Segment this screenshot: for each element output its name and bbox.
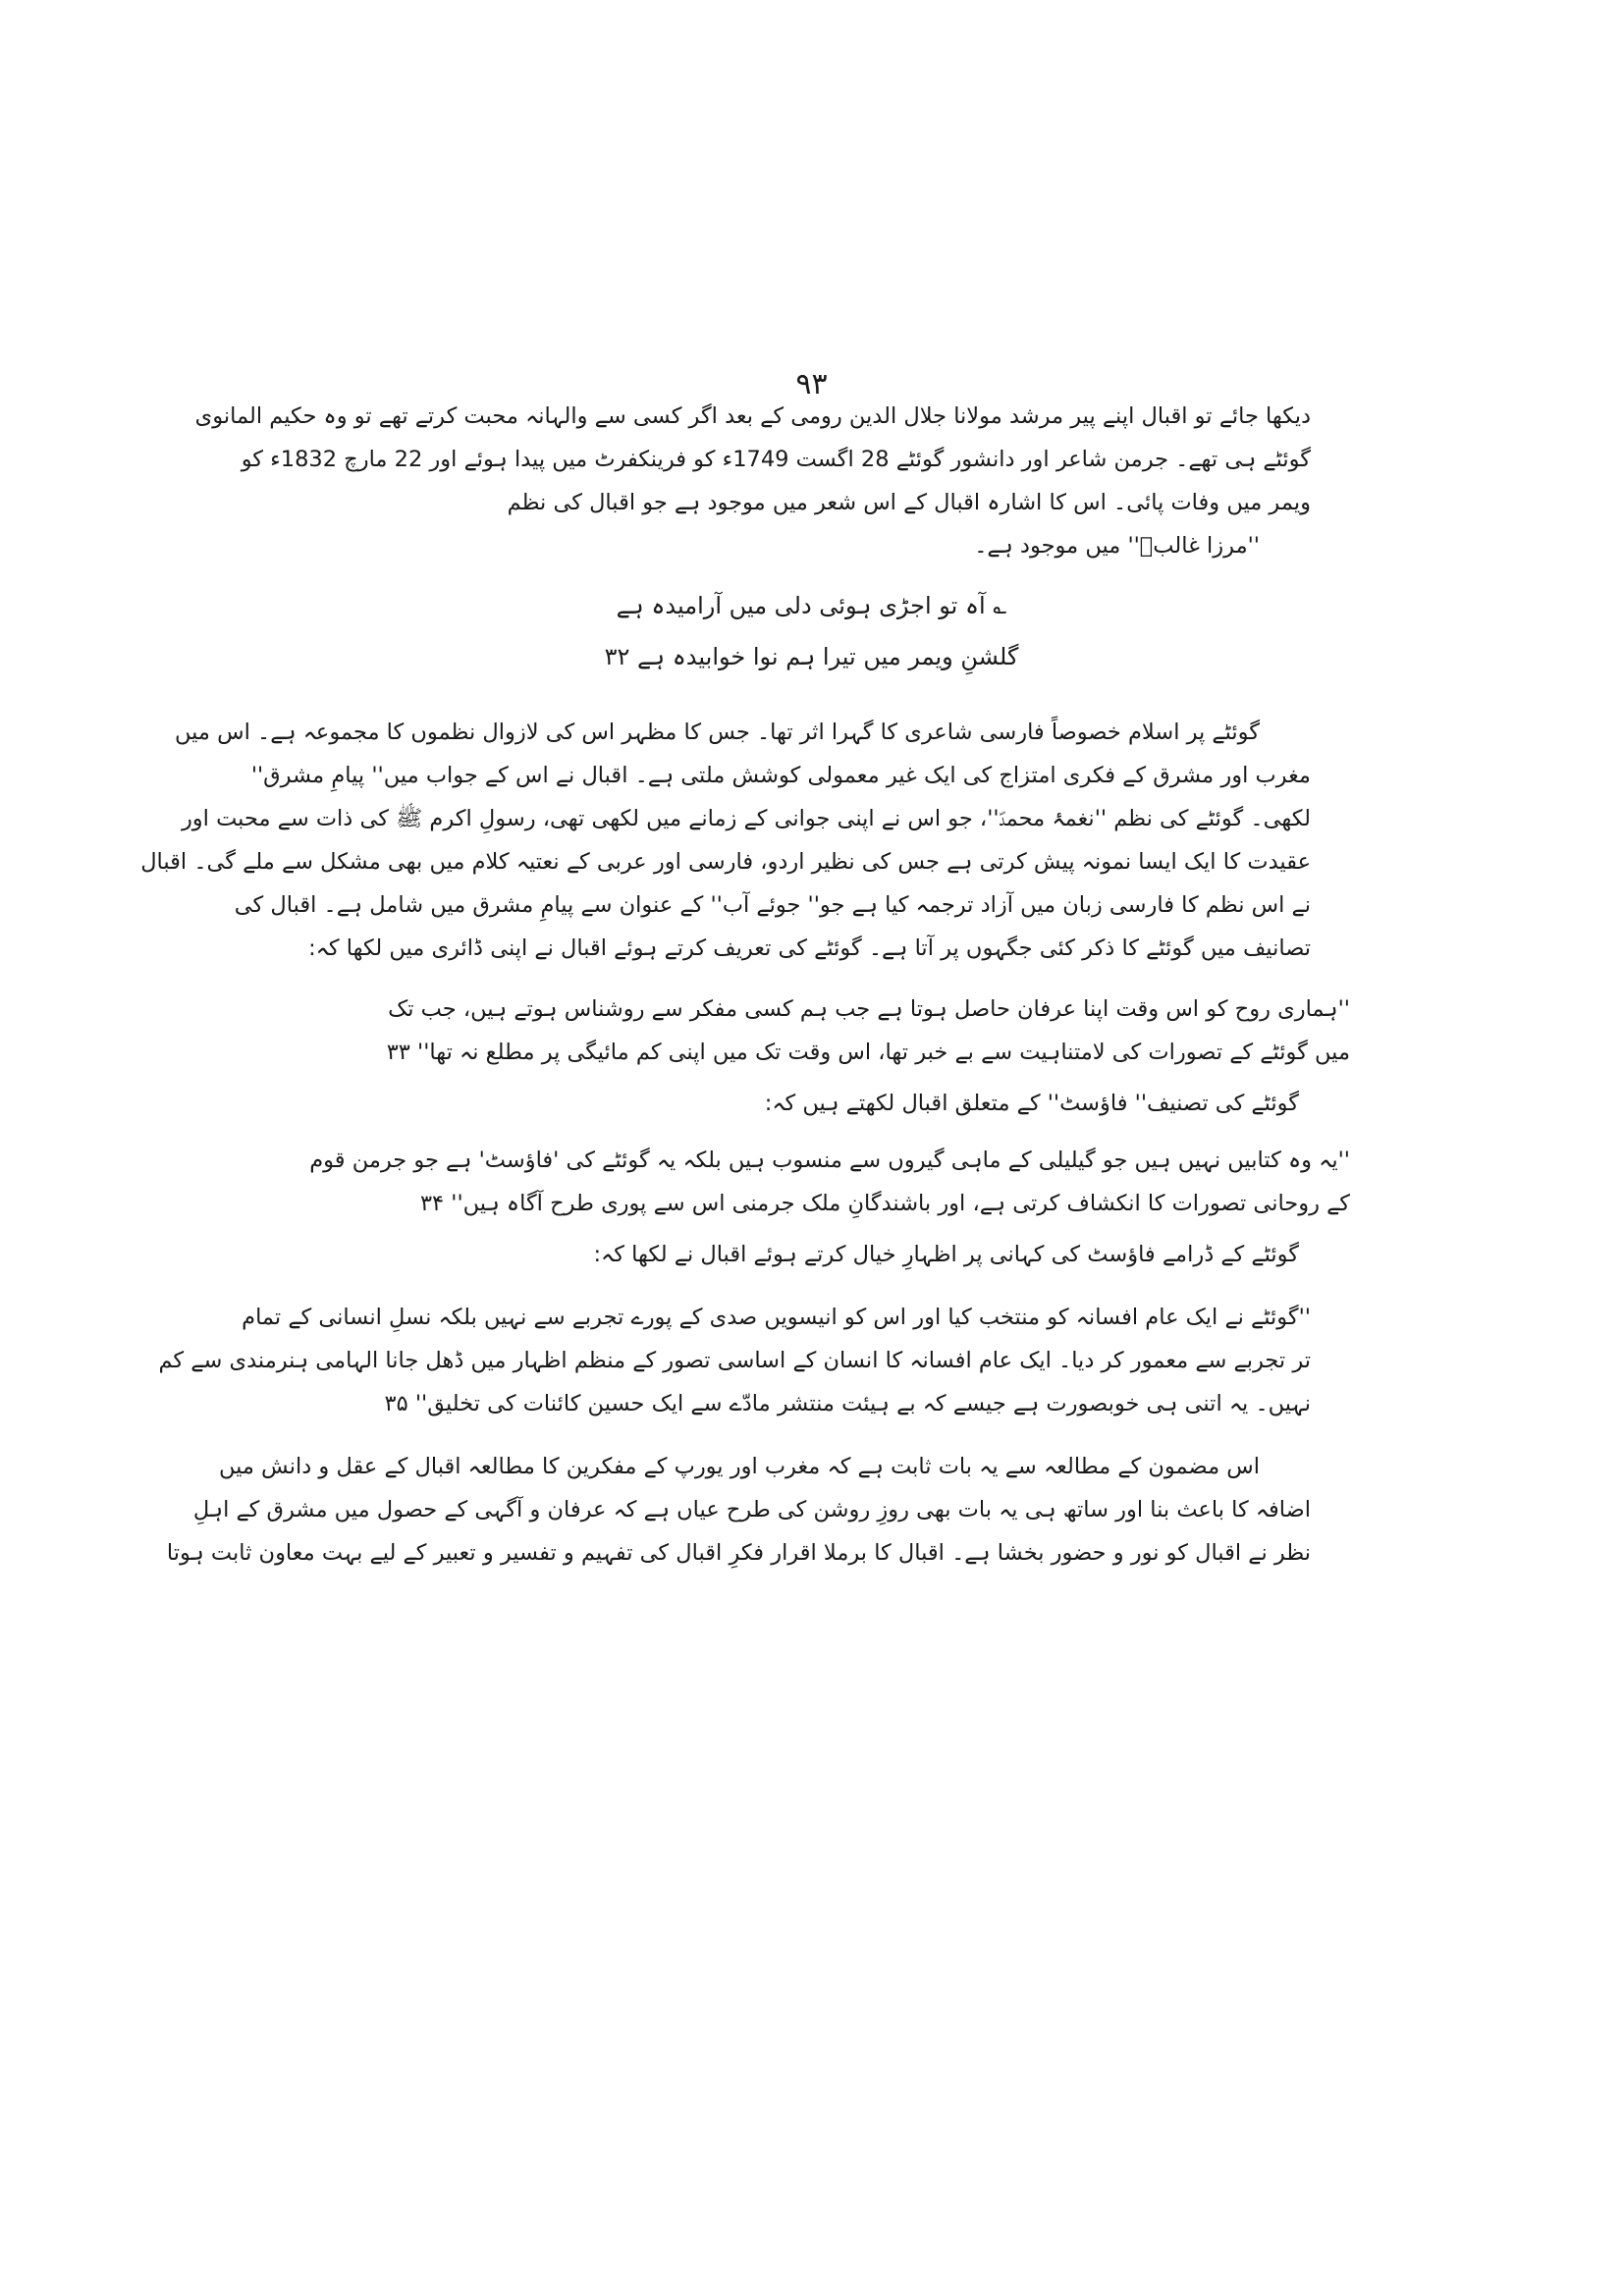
paragraph-3 xyxy=(166,1451,1311,1580)
paragraph-line: تصانیف میں گوئٹے کا ذکر کئی جگہوں پر آتا ہے۔ گوئٹے کی تعریف کرتے ہوئے اقبال نے اپنی ڈائری میں لکھا کہ: xyxy=(308,935,1311,961)
couplet-line-1: ؎ آہ تو اجڑی ہوئی دلی میں آرامیدہ ہے xyxy=(616,592,1007,619)
paragraph-line: ویمر میں وفات پائی۔ اس کا اشارہ اقبال کے اس شعر میں موجود ہے جو اقبال کی نظم xyxy=(507,490,1311,515)
block-quote-3-tail xyxy=(314,1388,1311,1431)
paragraph-line: نے اس نظم کا فارسی زبان میں آزاد ترجمہ کیا ہے جو'' جوئے آب'' کے عنوان سے پیامِ مشرق میں شامل ہے۔ اقبال کی xyxy=(234,892,1311,918)
paragraph-line: مغرب اور مشرق کے فکری امتزاج کی ایک غیر معمولی کوشش ملتی ہے۔ اقبال نے اس کے جواب میں'' پیامِ مشرق'' xyxy=(250,763,1311,788)
paragraph-line: اس مضمون کے مطالعہ سے یہ بات ثابت ہے کہ مغرب اور یورپ کے مفکرین کا مطالعہ اقبال کے عقل و دانش میں xyxy=(218,1454,1260,1479)
quote-intro-3 xyxy=(314,1239,1409,1282)
quote-intro-2 xyxy=(314,1088,1409,1131)
paragraph-2-tail xyxy=(308,933,1311,976)
intro-line: گوئٹے کے ڈرامے فاؤسٹ کی کہانی پر اظہارِ خیال کرتے ہوئے اقبال نے لکھا کہ: xyxy=(593,1242,1299,1267)
paragraph-line: دیکھا جائے تو اقبال اپنے پیر مرشد مولانا جلال الدین رومی کے بعد اگر کسی سے والہانہ محبت کرتے تھے تو وہ حکیم المانوی xyxy=(194,403,1311,429)
quote-line: ''ہماری روح کو اس وقت اپنا عرفان حاصل ہوتا ہے جب ہم کسی مفکر سے روشناس ہوتے ہیں، جب تک xyxy=(388,996,1350,1022)
paragraph-line: ''مرزا غالبؔ'' میں موجود ہے۔ xyxy=(974,533,1260,559)
intro-line: گوئٹے کی تصنیف'' فاؤسٹ'' کے متعلق اقبال لکھتے ہیں کہ: xyxy=(764,1091,1299,1116)
paragraph-line: نظر نے اقبال کو نور و حضور بخشا ہے۔ اقبال کا برملا اقرار فکرِ اقبال کی تفہیم و تفسیر و تعبیر کے لیے بہت معاون ثابت ہوتا xyxy=(166,1540,1311,1566)
quote-line: میں گوئٹے کے تصورات کی لامتناہیت سے بے خبر تھا، اس وقت تک میں اپنی کم مائیگی پر مطلع نہ تھا'' ۳۳ xyxy=(386,1040,1350,1065)
paragraph-line: گوئٹے ہی تھے۔ جرمن شاعر اور دانشور گوئٹے 28 اگست 1749ء کو فرینکفرٹ میں پیدا ہوئے اور 22 مارچ 1832ء کو xyxy=(241,447,1311,472)
quote-line: ''گوئٹے نے ایک عام افسانہ کو منتخب کیا اور اس کو انیسویں صدی کے پورے تجربے سے نہیں بلکہ نسلِ انسانی کے تمام xyxy=(242,1305,1311,1330)
paragraph-2 xyxy=(140,717,1311,933)
paragraph-line: لکھی۔ گوئٹے کی نظم ''نغمۂ محمدؐ''، جو اس نے اپنی جوانی کے زمانے میں لکھی تھی، رسولِ اکرم ﷺ کی ذات سے محبت اور xyxy=(181,806,1311,831)
paragraph-1 xyxy=(194,400,1311,487)
quote-line: کے روحانی تصورات کا انکشاف کرتی ہے، اور باشندگانِ ملک جرمنی اس سے پوری طرح آگاہ ہیں'' ۳۴ xyxy=(419,1191,1350,1216)
quote-line: نہیں۔ یہ اتنی ہی خوبصورت ہے جیسے کہ بے ہیئت منتشر مادّے سے ایک حسین کائنات کی تخلیق'' ۳۵ xyxy=(384,1391,1311,1416)
paragraph-line: اضافہ کا باعث بنا اور ساتھ ہی یہ بات بھی روزِ روشن کی طرح عیاں ہے کہ عرفان و آگہی کے حصول میں مشرق کے اہلِ xyxy=(192,1497,1311,1522)
block-quote-2 xyxy=(309,1145,1409,1231)
page-number: ۹۳ xyxy=(795,367,828,401)
quote-line: ''یہ وہ کتابیں نہیں ہیں جو گیلیلی کے ماہی گیروں سے منسوب ہیں بلکہ یہ گوئٹے کی 'فاؤسٹ' ہے جو جرمن قوم xyxy=(309,1148,1350,1173)
paragraph-line: گوئٹے پر اسلام خصوصاً فارسی شاعری کا گہرا اثر تھا۔ جس کا مظہر اس کی لازوال نظموں کا مجموعہ ہے۔ اس میں xyxy=(175,720,1260,745)
block-quote-3 xyxy=(158,1302,1311,1388)
quote-line: تر تجربے سے معمور کر دیا۔ ایک عام افسانہ کا انسان کے اساسی تصور کے منظم اظہار میں ڈھل جانا الہامی ہنرمندی سے کم xyxy=(158,1348,1311,1373)
couplet-line-2: گلشنِ ویمر میں تیرا ہم نوا خوابیدہ ہے ۳۲ xyxy=(604,643,1019,670)
block-quote-1 xyxy=(314,993,1409,1080)
paragraph-1-tail xyxy=(314,487,1311,573)
paragraph-line: عقیدت کا ایک ایسا نمونہ پیش کرتی ہے جس کی نظیر اردو، فارسی اور عربی کے نعتیہ کلام میں بھی مشکل سے ملے گی۔ اقبال xyxy=(140,849,1311,875)
